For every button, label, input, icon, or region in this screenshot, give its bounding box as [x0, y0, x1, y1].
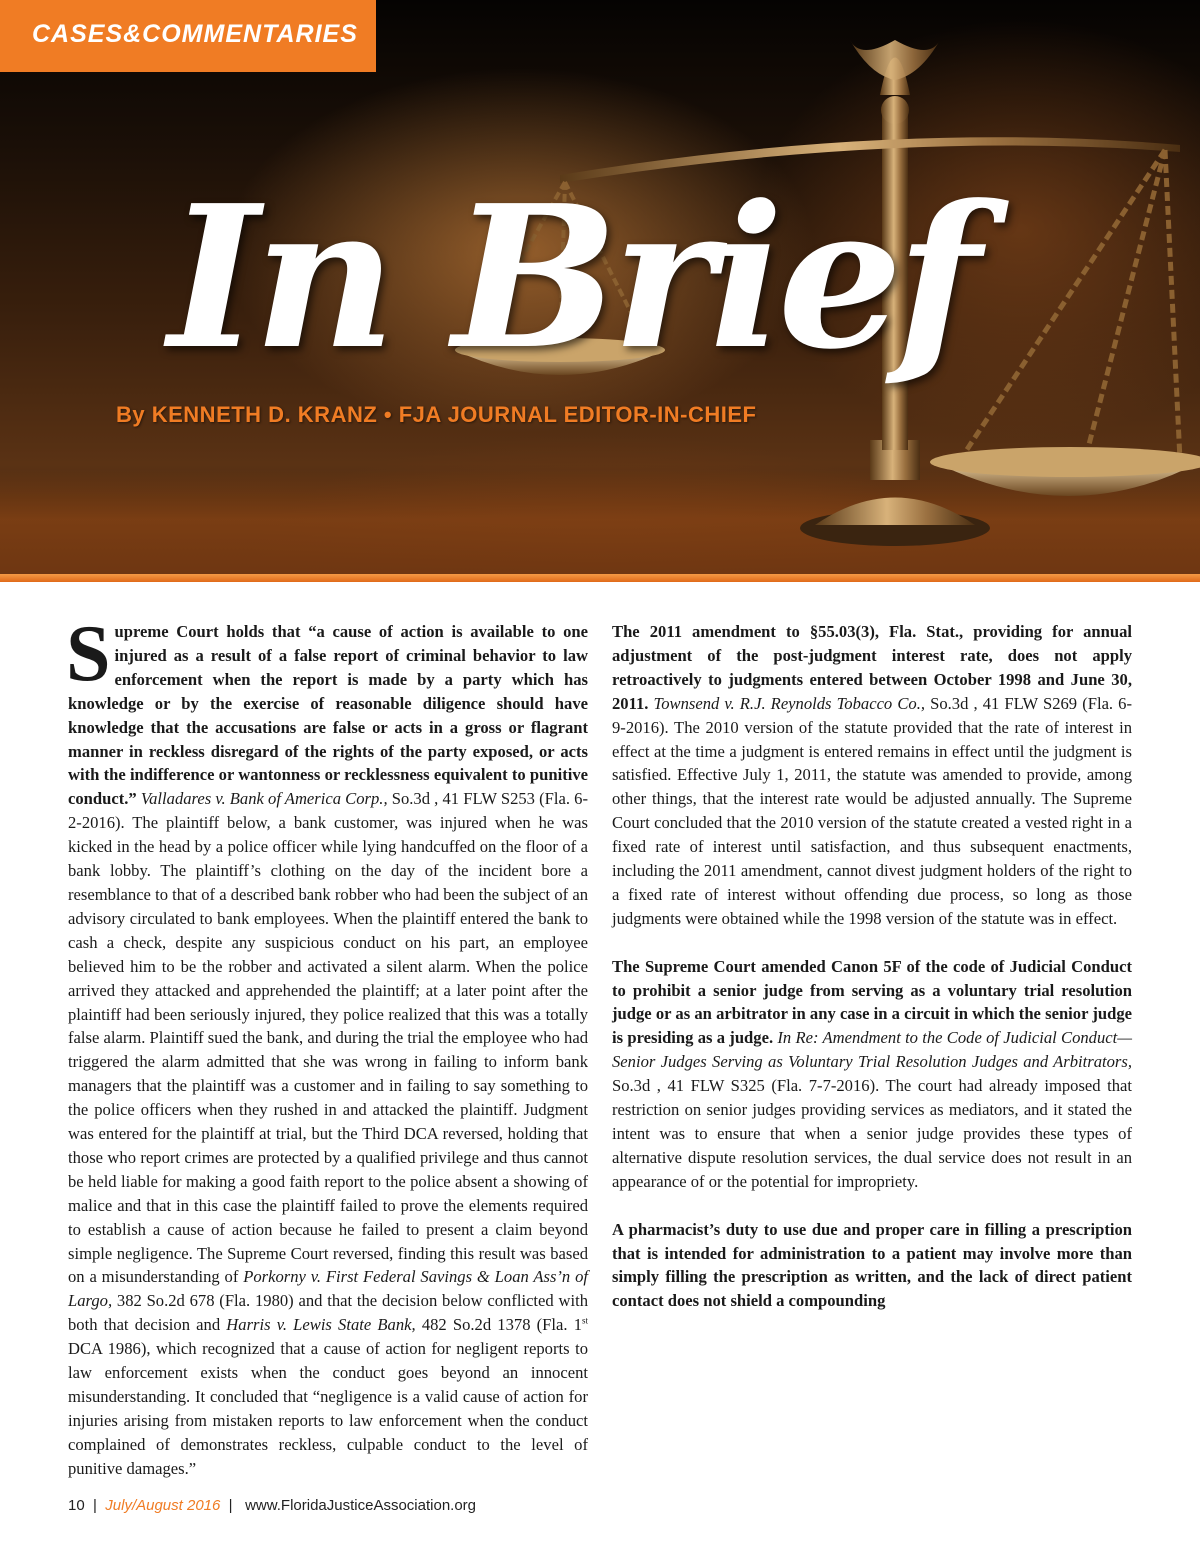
holding-text: A pharmacist’s duty to use due and proper care in filling a prescription that is intended for administration to a patient may involve more than simply filling the prescription as written, and the lack of direct patient contact does not shield a compounding	[612, 1219, 1132, 1311]
byline: By KENNETH D. KRANZ • FJA JOURNAL EDITOR-IN-CHIEF	[116, 402, 757, 427]
page-footer	[68, 1497, 476, 1514]
case-body: So.3d , 41 FLW S253 (Fla. 6-2-2016). The plaintiff below, a bank customer, was injured when he was kicked in the head by a police officer while lying handcuffed on the floor of a bank lobby. The plaintiff’s clothing on the day of the incident bore a resemblance to that of a described bank robber who had been the subject of an advisory circulated to bank employees. When the plaintiff entered the bank to cash a check, despite any suspicious conduct on his part, an employee believed him to be the robber and activated a silent alarm. When the police arrived they attacked and apprehended the plaintiff; at a later point after the plaintiff had been seriously injured, they police realized that this was a totally false alarm. Plaintiff sued the bank, and during the trial the employee who had triggered the alarm admitted that she was wrong in failing to inform bank managers that the plaintiff was a customer and in failing to say something to the police officers when they rushed in and attacked the plaintiff. Judgment was entered for the plaintiff at trial, but the Third DCA reversed, holding that those who report crimes are protected by a qualified privilege and thus cannot be held liable for making a good faith report to the police absent a showing of malice and that in this case the plaintiff failed to prove the elements required to establish a cause of action because he failed to present a claim beyond simple negligence. The Supreme Court reversed, finding this result was based on a misunderstanding of	[68, 789, 588, 1287]
holding-text: The 2011 amendment to §55.03(3), Fla. Stat., providing for annual adjustment of the post-judgment interest rate, does not apply retroactively to judgments entered between October 1998 and June 30, 2011.	[612, 622, 1132, 713]
article-column-left	[66, 610, 589, 1481]
case-body: 482 So.2d 1378 (Fla. 1	[415, 1315, 582, 1335]
masthead-title: In Brief	[168, 163, 975, 393]
superscript: st	[582, 1315, 589, 1326]
article-column-right	[612, 620, 1132, 1313]
case-body: 382 So.2d 678 (Fla. 1980) and that the decision below conflicted with both that decision and	[68, 1291, 588, 1335]
case-name: Harris v. Lewis State Bank,	[226, 1315, 416, 1335]
article-item-valladares	[66, 610, 589, 1481]
website-link[interactable]: www.FloridaJusticeAssociation.org	[245, 1497, 477, 1514]
case-name: Valladares v. Bank of America Corp.,	[140, 789, 388, 809]
case-name: Porkorny v. First Federal Savings & Loan Ass’n of Largo,	[68, 1267, 588, 1311]
category-tab	[0, 0, 376, 72]
case-name: In Re: Amendment to the Code of Judicial Conduct—Senior Judges Serving as Voluntary Trial Resolution Judges and Arbitrators,	[612, 1028, 1132, 1072]
issue-date: July/August 2016	[105, 1497, 221, 1514]
page-number: 10	[68, 1497, 85, 1514]
case-body: DCA 1986), which recognized that a cause of action for negligent reports to law enforcement exists when the conduct goes beyond an innocent misunderstanding. It concluded that “negligence is a valid cause of action for injuries arising from mistaken reports to law enforcement when the conduct complained of demonstrates reckless, culpable conduct to the level of punitive damages.”	[68, 1339, 588, 1478]
drop-cap: S	[66, 610, 111, 698]
case-name: Townsend v. R.J. Reynolds Tobacco Co.,	[653, 693, 925, 713]
case-body: So.3d , 41 FLW S269 (Fla. 6-9-2016). The 2010 version of the statute provided that the rate of interest in effect at the time a judgment is entered remains in effect until the judgment is satisfied. Effective July 1, 2011, the statute was amended to provide, among other things, that the interest rate would be adjusted annually. The Supreme Court concluded that the 2010 version of the statute created a vested right in a fixed rate of interest until satisfaction, and thus subsequent enactments, including the 2011 amendment, cannot divest judgment holders of the right to a fixed rate of interest without offending due process, so long as those judgments were obtained while the 1998 version of the statute was in effect.	[612, 693, 1133, 928]
category-label: CASES&COMMENTARIES	[32, 20, 358, 48]
hero-banner	[0, 0, 1200, 580]
holding-text: The Supreme Court amended Canon 5F of the code of Judicial Conduct to prohibit a senior judge from serving as a voluntary trial resolution judge or as an arbitrator in any case in a circuit in which the senior judge is presiding as a judge.	[612, 956, 1132, 1048]
article-item-pharmacist	[612, 1218, 1132, 1314]
footer-separator: |	[84, 1497, 106, 1514]
article-item-canon-5f	[612, 955, 1132, 1194]
case-body: So.3d , 41 FLW S325 (Fla. 7-7-2016). The court had already imposed that restriction on senior judges providing services as mediators, and it stated the intent was to ensure that when a senior judge provides these types of alternative dispute resolution services, the dual service does not result in an appearance of or the potential for impropriety.	[612, 1076, 1132, 1191]
article-item-townsend	[612, 620, 1132, 931]
holding-text: upreme Court holds that “a cause of action is available to one injured as a result of a false report of criminal behavior to law enforcement when the report is made by a party which has knowledge or by the exercise of reasonable diligence should have knowledge that the accusations are false or acts in a gross or flagrant manner in reckless disregard of the rights of the party exposed, or acts with the indifference or wantonness or recklessness equivalent to punitive conduct.”	[68, 622, 588, 809]
footer-separator: |	[220, 1497, 246, 1514]
hero-divider	[0, 574, 1200, 582]
